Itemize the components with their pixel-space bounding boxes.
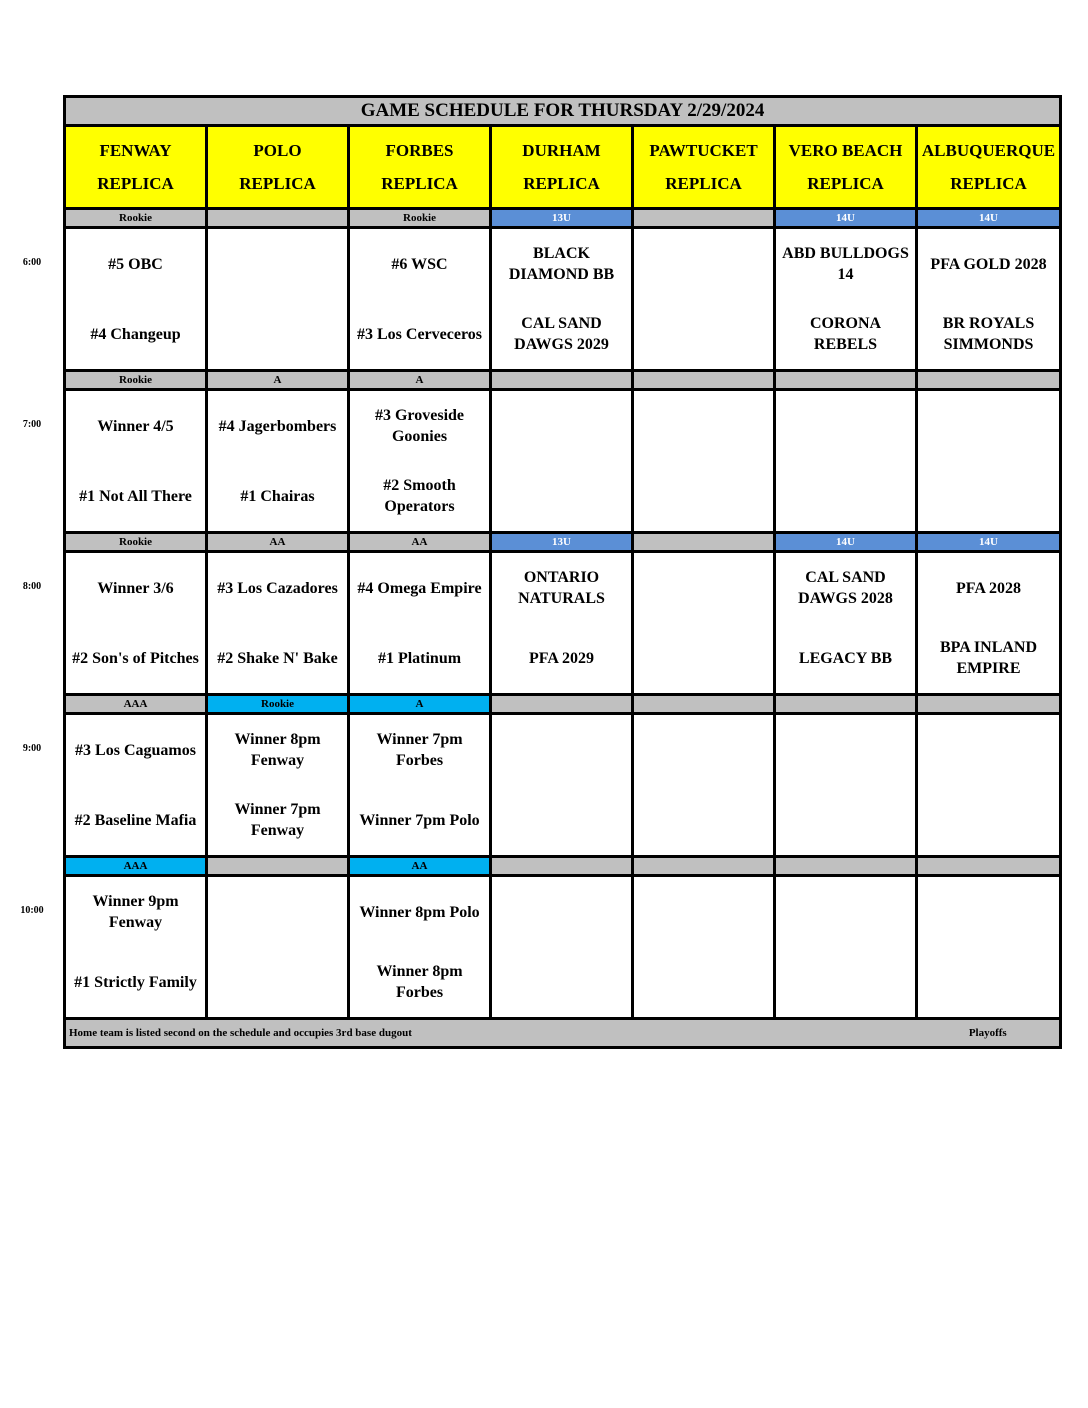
division-label: AA bbox=[349, 857, 491, 876]
division-label: 14U bbox=[775, 209, 917, 228]
home-team: PFA 2029 bbox=[491, 623, 633, 695]
home-team: #1 Strictly Family bbox=[65, 947, 207, 1019]
home-team: Winner 7pm Polo bbox=[349, 785, 491, 857]
home-team: #1 Platinum bbox=[349, 623, 491, 695]
home-team bbox=[775, 461, 917, 533]
field-header-polo bbox=[207, 126, 349, 209]
division-label bbox=[917, 857, 1061, 876]
away-team bbox=[917, 714, 1061, 786]
away-team: #3 Los Cazadores bbox=[207, 552, 349, 624]
away-team: BLACK DIAMOND BB bbox=[491, 228, 633, 300]
division-label: AA bbox=[349, 533, 491, 552]
time-slot-label: 9:00 bbox=[22, 743, 42, 755]
home-team bbox=[917, 461, 1061, 533]
home-team: BR ROYALS SIMMONDS bbox=[917, 299, 1061, 371]
field-subtitle: REPLICA bbox=[665, 174, 742, 193]
field-name: VERO BEACH bbox=[788, 141, 903, 160]
field-name: FENWAY bbox=[99, 141, 172, 160]
home-team: #2 Shake N' Bake bbox=[207, 623, 349, 695]
away-team: PFA 2028 bbox=[917, 552, 1061, 624]
division-row bbox=[65, 695, 1061, 714]
home-team: BPA INLAND EMPIRE bbox=[917, 623, 1061, 695]
home-team bbox=[491, 947, 633, 1019]
time-column bbox=[0, 0, 64, 1408]
division-label: AAA bbox=[65, 695, 207, 714]
division-label bbox=[917, 695, 1061, 714]
away-team: ONTARIO NATURALS bbox=[491, 552, 633, 624]
division-label bbox=[207, 209, 349, 228]
away-team: #5 OBC bbox=[65, 228, 207, 300]
field-header-vero-beach bbox=[775, 126, 917, 209]
home-team: #2 Son's of Pitches bbox=[65, 623, 207, 695]
division-row bbox=[65, 857, 1061, 876]
away-team: #4 Jagerbombers bbox=[207, 390, 349, 462]
home-team bbox=[207, 299, 349, 371]
division-label: Rookie bbox=[65, 533, 207, 552]
division-row bbox=[65, 533, 1061, 552]
division-label bbox=[633, 209, 775, 228]
division-label: AAA bbox=[65, 857, 207, 876]
field-name: PAWTUCKET bbox=[649, 141, 758, 160]
away-team bbox=[207, 876, 349, 948]
field-subtitle: REPLICA bbox=[239, 174, 316, 193]
away-team bbox=[491, 876, 633, 948]
away-team bbox=[491, 390, 633, 462]
division-label bbox=[491, 371, 633, 390]
away-team: Winner 8pm Fenway bbox=[207, 714, 349, 786]
field-header-row bbox=[65, 126, 1061, 209]
away-team-row bbox=[65, 714, 1061, 786]
time-slot-label: 7:00 bbox=[22, 419, 42, 431]
away-team: CAL SAND DAWGS 2028 bbox=[775, 552, 917, 624]
field-subtitle: REPLICA bbox=[807, 174, 884, 193]
home-team bbox=[775, 785, 917, 857]
division-label: 14U bbox=[917, 209, 1061, 228]
away-team-row bbox=[65, 228, 1061, 300]
home-team: #2 Baseline Mafia bbox=[65, 785, 207, 857]
away-team: Winner 7pm Forbes bbox=[349, 714, 491, 786]
home-team bbox=[633, 947, 775, 1019]
away-team: Winner 8pm Polo bbox=[349, 876, 491, 948]
home-team bbox=[633, 299, 775, 371]
field-subtitle: REPLICA bbox=[97, 174, 174, 193]
field-header-fenway bbox=[65, 126, 207, 209]
division-label: 13U bbox=[491, 209, 633, 228]
field-header-pawtucket bbox=[633, 126, 775, 209]
away-team: Winner 9pm Fenway bbox=[65, 876, 207, 948]
division-label bbox=[633, 695, 775, 714]
home-team: CAL SAND DAWGS 2029 bbox=[491, 299, 633, 371]
home-team: #1 Chairas bbox=[207, 461, 349, 533]
division-label: AA bbox=[207, 533, 349, 552]
away-team: ABD BULLDOGS 14 bbox=[775, 228, 917, 300]
home-team: #4 Changeup bbox=[65, 299, 207, 371]
away-team bbox=[633, 390, 775, 462]
home-team-row bbox=[65, 947, 1061, 1019]
field-subtitle: REPLICA bbox=[950, 174, 1027, 193]
away-team: PFA GOLD 2028 bbox=[917, 228, 1061, 300]
away-team bbox=[633, 552, 775, 624]
home-team bbox=[491, 461, 633, 533]
footer-legend: Playoffs bbox=[917, 1019, 1061, 1048]
schedule-table bbox=[63, 95, 1062, 1049]
division-label bbox=[775, 695, 917, 714]
division-label: 14U bbox=[917, 533, 1061, 552]
away-team bbox=[775, 390, 917, 462]
home-team-row bbox=[65, 299, 1061, 371]
time-slot-label: 10:00 bbox=[20, 905, 44, 917]
away-team: #6 WSC bbox=[349, 228, 491, 300]
away-team bbox=[207, 228, 349, 300]
away-team: Winner 3/6 bbox=[65, 552, 207, 624]
footer-note: Home team is listed second on the schedule and occupies 3rd base dugout bbox=[65, 1019, 917, 1048]
away-team bbox=[633, 228, 775, 300]
home-team-row bbox=[65, 785, 1061, 857]
division-label bbox=[633, 371, 775, 390]
division-label bbox=[491, 857, 633, 876]
division-label bbox=[917, 371, 1061, 390]
away-team bbox=[775, 714, 917, 786]
division-row bbox=[65, 371, 1061, 390]
field-header-durham bbox=[491, 126, 633, 209]
away-team-row bbox=[65, 390, 1061, 462]
division-label bbox=[633, 857, 775, 876]
division-label: Rookie bbox=[65, 371, 207, 390]
away-team-row bbox=[65, 876, 1061, 948]
away-team: #4 Omega Empire bbox=[349, 552, 491, 624]
field-name: DURHAM bbox=[522, 141, 601, 160]
home-team bbox=[917, 947, 1061, 1019]
field-subtitle: REPLICA bbox=[381, 174, 458, 193]
away-team bbox=[917, 876, 1061, 948]
home-team-row bbox=[65, 623, 1061, 695]
home-team bbox=[491, 785, 633, 857]
away-team bbox=[633, 714, 775, 786]
field-subtitle: REPLICA bbox=[523, 174, 600, 193]
division-label: A bbox=[207, 371, 349, 390]
home-team: #2 Smooth Operators bbox=[349, 461, 491, 533]
away-team: #3 Groveside Goonies bbox=[349, 390, 491, 462]
division-row bbox=[65, 209, 1061, 228]
home-team: Winner 8pm Forbes bbox=[349, 947, 491, 1019]
home-team: LEGACY BB bbox=[775, 623, 917, 695]
home-team: CORONA REBELS bbox=[775, 299, 917, 371]
division-label bbox=[775, 371, 917, 390]
away-team: Winner 4/5 bbox=[65, 390, 207, 462]
division-label: Rookie bbox=[349, 209, 491, 228]
home-team bbox=[917, 785, 1061, 857]
field-name: POLO bbox=[253, 141, 302, 160]
home-team bbox=[633, 785, 775, 857]
field-header-forbes bbox=[349, 126, 491, 209]
division-label: 13U bbox=[491, 533, 633, 552]
home-team-row bbox=[65, 461, 1061, 533]
division-label: 14U bbox=[775, 533, 917, 552]
home-team: Winner 7pm Fenway bbox=[207, 785, 349, 857]
home-team: #3 Los Cerveceros bbox=[349, 299, 491, 371]
away-team: #3 Los Caguamos bbox=[65, 714, 207, 786]
division-label bbox=[491, 695, 633, 714]
field-name: ALBUQUERQUE bbox=[921, 141, 1056, 160]
home-team bbox=[207, 947, 349, 1019]
away-team bbox=[775, 876, 917, 948]
field-header-albuquerque bbox=[917, 126, 1061, 209]
division-label: Rookie bbox=[207, 695, 349, 714]
away-team bbox=[917, 390, 1061, 462]
division-label bbox=[207, 857, 349, 876]
division-label: A bbox=[349, 371, 491, 390]
division-label bbox=[633, 533, 775, 552]
field-name: FORBES bbox=[385, 141, 454, 160]
home-team bbox=[775, 947, 917, 1019]
footer-row bbox=[65, 1019, 1061, 1048]
home-team bbox=[633, 461, 775, 533]
division-label bbox=[775, 857, 917, 876]
division-label: A bbox=[349, 695, 491, 714]
division-label: Rookie bbox=[65, 209, 207, 228]
schedule-title: GAME SCHEDULE FOR THURSDAY 2/29/2024 bbox=[65, 97, 1061, 126]
away-team-row bbox=[65, 552, 1061, 624]
home-team bbox=[633, 623, 775, 695]
away-team bbox=[491, 714, 633, 786]
time-slot-label: 6:00 bbox=[22, 257, 42, 269]
away-team bbox=[633, 876, 775, 948]
time-slot-label: 8:00 bbox=[22, 581, 42, 593]
home-team: #1 Not All There bbox=[65, 461, 207, 533]
